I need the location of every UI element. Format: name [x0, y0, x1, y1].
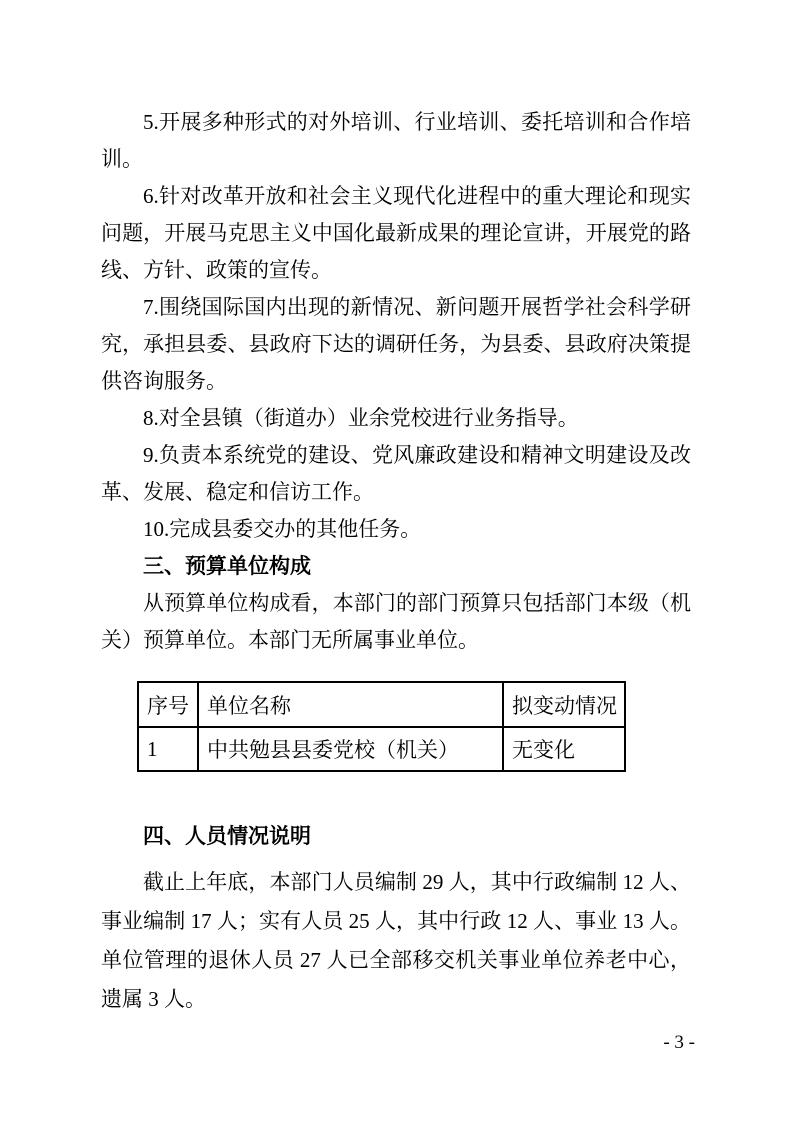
duty-item-8: 8.对全县镇（街道办）业余党校进行业务指导。 — [143, 406, 579, 430]
table-row — [138, 727, 625, 771]
table-header-row — [138, 682, 625, 727]
duty-item-6: 6.针对改革开放和社会主义现代化进程中的重大理论和现实问题，开展马克思主义中国化最新成果的理论宣讲，开展党的路线、方针、政策的宣传。 — [101, 184, 691, 282]
table-cell-planned-change: 无变化 — [503, 727, 625, 771]
table-cell-index: 1 — [138, 727, 198, 771]
duty-item-10: 10.完成县委交办的其他任务。 — [143, 517, 422, 541]
table-header-index: 序号 — [138, 682, 198, 727]
personnel-paragraph: 截止上年底，本部门人员编制 29 人，其中行政编制 12 人、事业编制 17 人；实有人员 25 人，其中行政 12 人、事业 13 人。单位管理的退休人员 27 人已全部移交机关事业单位养老中心，遗属 3 人。 — [101, 870, 691, 1011]
page-number: - 3 - — [663, 1032, 695, 1053]
document-content — [101, 104, 691, 1019]
budget-units-table — [137, 681, 626, 772]
budget-units-paragraph: 从预算单位构成看，本部门的部门预算只包括部门本级（机关）预算单位。本部门无所属事业单位。 — [101, 591, 691, 652]
duty-item-9: 9.负责本系统党的建设、党风廉政建设和精神文明建设及改革、发展、稳定和信访工作。 — [101, 443, 691, 504]
section-heading-budget-units: 三、预算单位构成 — [143, 555, 311, 578]
table-cell-unit-name: 中共勉县县委党校（机关） — [198, 727, 503, 771]
duty-item-5: 5.开展多种形式的对外培训、行业培训、委托培训和合作培训。 — [101, 110, 691, 171]
table-header-planned-change: 拟变动情况 — [503, 682, 625, 727]
section-heading-personnel: 四、人员情况说明 — [143, 825, 311, 848]
duty-item-7: 7.围绕国际国内出现的新情况、新问题开展哲学社会科学研究，承担县委、县政府下达的调研任务，为县委、县政府决策提供咨询服务。 — [101, 295, 691, 393]
table-header-unit-name: 单位名称 — [198, 682, 503, 727]
